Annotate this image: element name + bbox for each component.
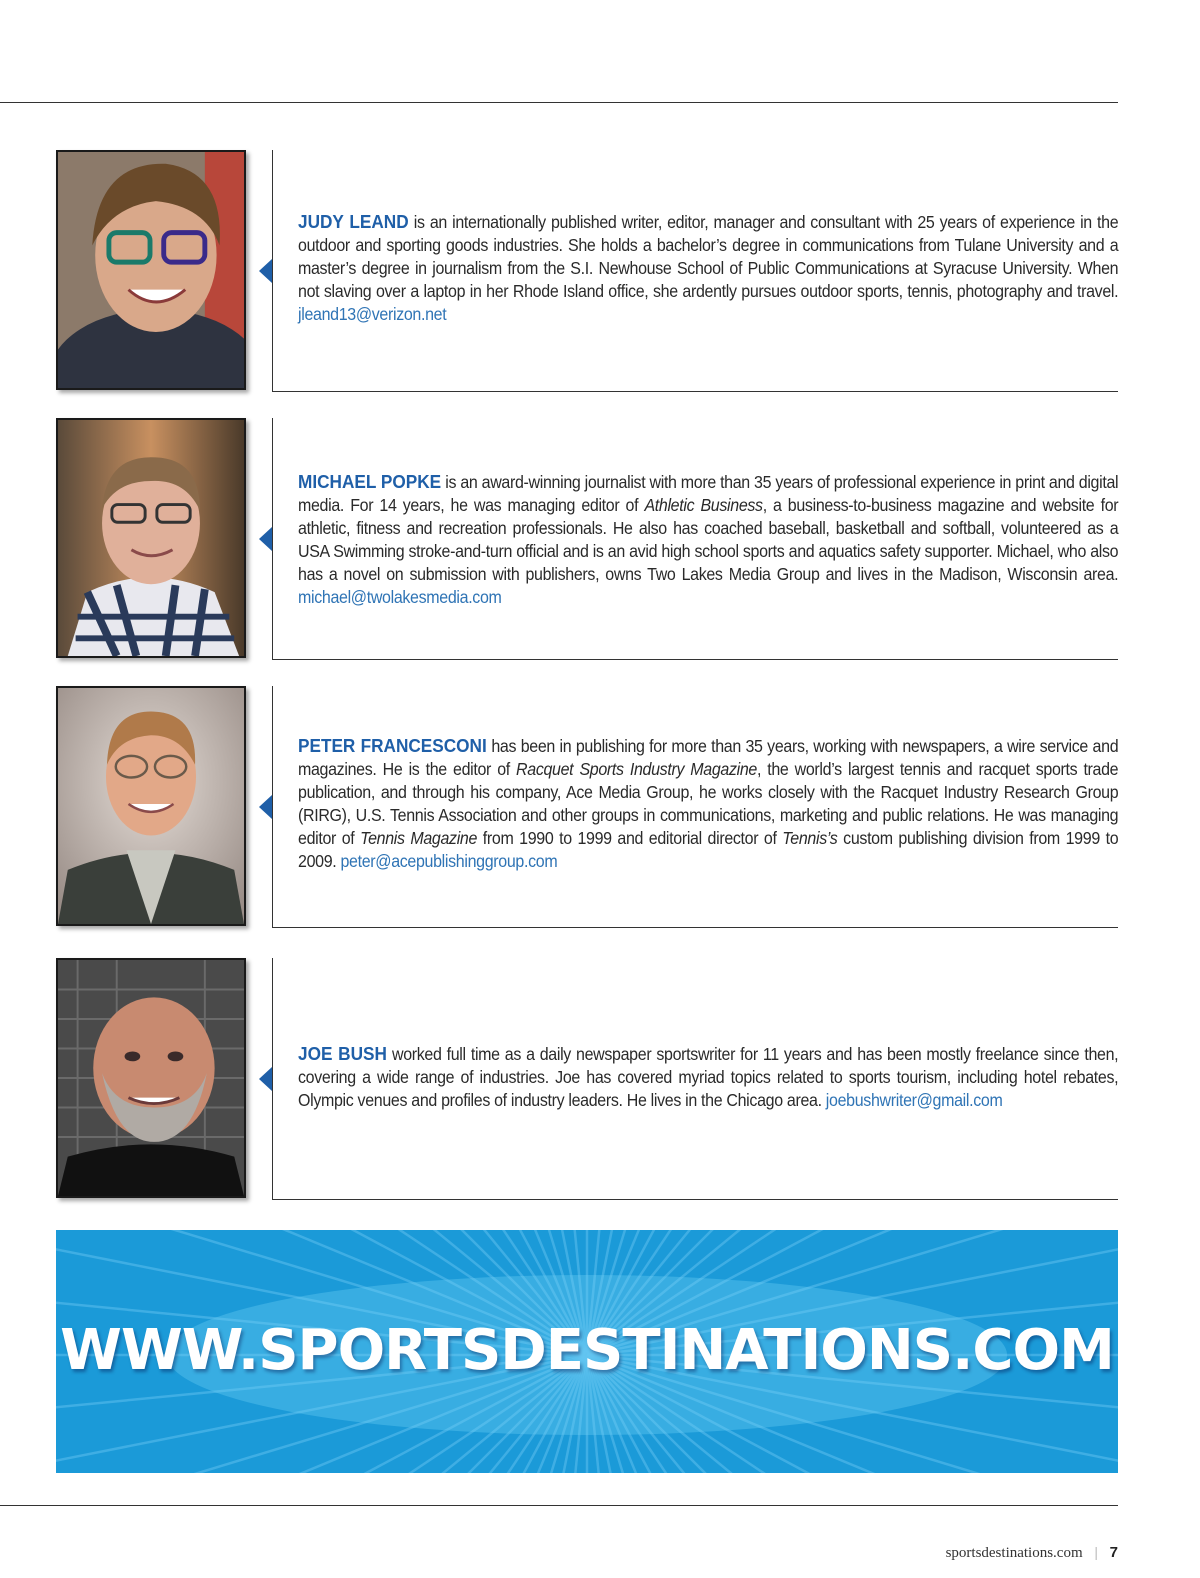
bio-body-text: is an internationally published writer, editor, manager and consultant with 25 years of experience in the outdoor and sporting goods industries. She holds a bachelor’s degree in communications from Tulane University and a master’s degree in journalism from the S.I. Newhouse School of Public Communications at Syracuse University. When not slaving over a laptop in her Rhode Island office, she ardently pursues outdoor sports, tennis, photography and travel. (298, 212, 1119, 301)
bio-body-text: , the world’s largest tennis and racquet sports trade publication, and through his company, Ace Media Group, he works closely with the Racquet Industry Research Group (RIRG), U.S. Tennis Association and other groups in communications, marketing and public relations. He was managing editor of (298, 759, 1119, 848)
publication-title: Tennis’s (782, 828, 838, 848)
top-rule (0, 102, 1118, 103)
author-email-link[interactable]: michael@twolakesmedia.com (298, 587, 502, 607)
pointer-arrow-icon (259, 527, 272, 551)
author-name: JOE BUSH (298, 1043, 387, 1064)
bio-body-text: custom publishing division from 1999 to 2009. (298, 828, 1119, 871)
author-name: MICHAEL POPKE (298, 471, 442, 492)
author-name: PETER FRANCESCONI (298, 735, 487, 756)
footer-separator: | (1094, 1545, 1098, 1561)
bio-card-peter-francesconi (0, 686, 1200, 930)
bio-body-text: has been in publishing for more than 35 years, working with newspapers, a wire service and magazines. He is the editor of (298, 736, 1119, 779)
bio-body-text: is an award-winning journalist with more than 35 years of professional experience in print and digital media. For 14 years, he was managing editor of (298, 472, 1119, 515)
bio-divider-vertical (272, 686, 273, 928)
bio-text (298, 1042, 1118, 1112)
author-email-link[interactable]: peter@acepublishinggroup.com (340, 851, 558, 871)
author-email-link[interactable]: joebushwriter@gmail.com (825, 1090, 1003, 1110)
bio-card-michael-popke (0, 418, 1200, 662)
bio-divider-horizontal (272, 927, 1118, 928)
pointer-arrow-icon (259, 795, 272, 819)
bio-divider-vertical (272, 958, 273, 1200)
pointer-arrow-icon (259, 1067, 272, 1091)
publication-title: Racquet Sports Industry Magazine (516, 759, 757, 779)
bio-card-joe-bush (0, 958, 1200, 1202)
bio-body-text: , a business-to-business magazine and website for athletic, fitness and recreation professionals. He also has coached baseball, basketball and softball, volunteered as a USA Swimming stroke-and-turn official and is an avid high school sports and aquatics safety supporter. Michael, who also has a novel on submission with publishers, owns Two Lakes Media Group and lives in the Madison, Wisconsin area. (298, 495, 1119, 584)
banner-url[interactable]: WWW.SPORTSDESTINATIONS.COM (60, 1318, 1114, 1383)
bio-divider-horizontal (272, 391, 1118, 392)
author-email-link[interactable]: jleand13@verizon.net (298, 304, 447, 324)
page-number: 7 (1109, 1544, 1118, 1561)
bio-body-text: worked full time as a daily newspaper sportswriter for 11 years and has been mostly freelance since then, covering a wide range of industries. Joe has covered myriad topics related to sports tourism, including hotel rebates, Olympic venues and profiles of industry leaders. He lives in the Chicago area. (298, 1044, 1119, 1110)
publication-title: Athletic Business (644, 495, 763, 515)
publication-title: Tennis Magazine (360, 828, 478, 848)
author-name: JUDY LEAND (298, 211, 409, 232)
bio-text (298, 210, 1118, 326)
bottom-rule (0, 1505, 1118, 1506)
pointer-arrow-icon (259, 259, 272, 283)
website-banner[interactable] (56, 1230, 1118, 1473)
author-photo (56, 686, 246, 926)
footer-site: sportsdestinations.com (945, 1545, 1083, 1561)
page-footer (946, 1544, 1118, 1562)
bio-text (298, 470, 1118, 609)
author-photo (56, 150, 246, 390)
bio-text (298, 734, 1118, 873)
bio-body-text: from 1990 to 1999 and editorial director of (477, 828, 783, 848)
bio-card-judy-leand (0, 150, 1200, 394)
bio-divider-vertical (272, 418, 273, 660)
bio-divider-vertical (272, 150, 273, 392)
author-photo (56, 958, 246, 1198)
bio-divider-horizontal (272, 1199, 1118, 1200)
author-photo (56, 418, 246, 658)
bio-divider-horizontal (272, 659, 1118, 660)
